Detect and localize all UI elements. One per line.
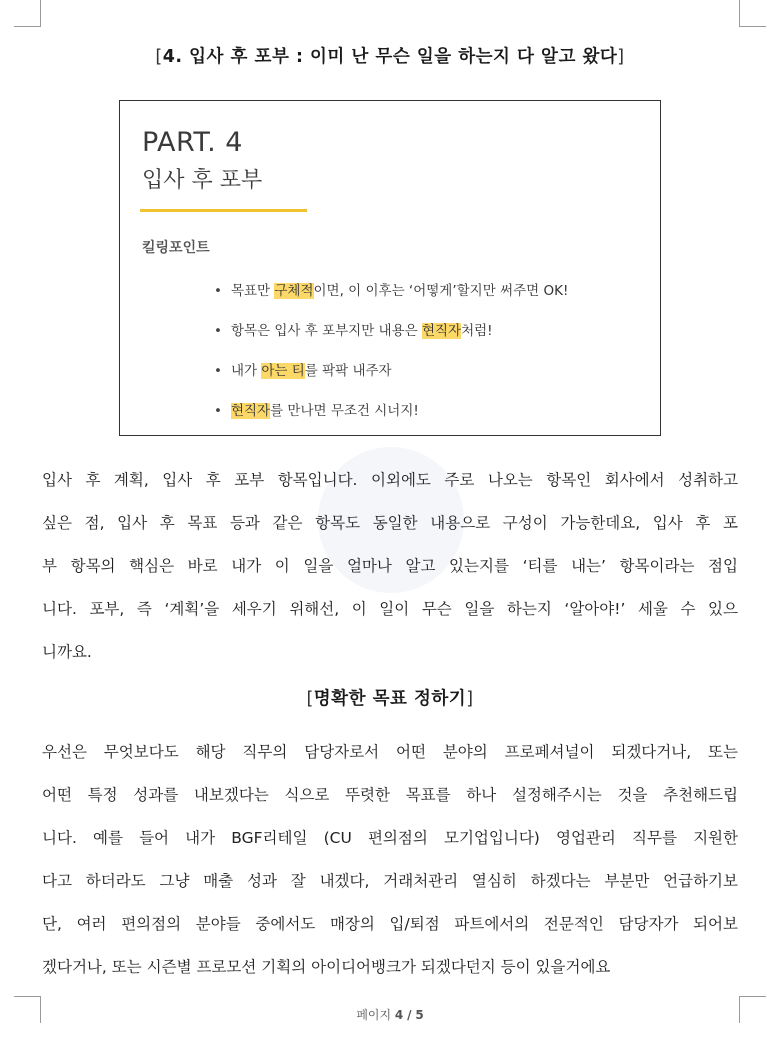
slide-bullet (214, 399, 568, 439)
bullet-text: 항목은 입사 후 포부지만 내용은 (230, 323, 422, 339)
paragraph-line: 다고 하더라도 그냥 매출 성과 잘 내겠다, 거래처관리 열심히 하겠다는 부분만 언급하기보 (42, 872, 738, 890)
paragraph-line: 부 항목의 핵심은 바로 내가 이 일을 얼마나 알고 있는지를 ‘티를 내는’ 항목이라는 점입 (42, 557, 738, 575)
bullet-text: 이면, 이 이후는 ‘어떻게’할지만 써주면 OK! (313, 283, 569, 299)
bullet-text: 를 팍팍 내주자 (304, 363, 392, 379)
page-separator: / (407, 1008, 412, 1022)
slide-part-label: PART. 4 (142, 127, 243, 158)
bullet-text: 내가 (230, 363, 262, 379)
paragraph-line: 우선은 무엇보다도 해당 직무의 담당자로서 어떤 분야의 프로페셔널이 되겠다거나, 또는 (42, 743, 738, 761)
paragraph-goal (42, 737, 738, 995)
slide-bullet (214, 319, 568, 359)
bullet-text: 목표만 (230, 283, 275, 299)
paragraph-line: 입사 후 계획, 입사 후 포부 항목입니다. 이외에도 주로 나오는 항목인 회사에서 성취하고 (42, 471, 738, 489)
bullet-highlight: 현직자 (421, 323, 462, 339)
section-heading-entry-aspiration (0, 43, 780, 68)
heading-open-bracket: [ (306, 689, 314, 709)
paragraph-line: 니다. 포부, 즉 ‘계획’을 세우기 위해선, 이 일이 무슨 일을 하는지 ‘알아야!’ 세울 수 있으 (42, 600, 738, 618)
paragraph-line: 니다. 예를 들어 내가 BGF리테일 (CU 편의점의 모기업입니다) 영업관리 직무를 지원한 (42, 829, 738, 847)
slide-bullet (214, 279, 568, 319)
paragraph-intro (42, 465, 738, 680)
heading-text: 4. 입사 후 포부 : 이미 난 무슨 일을 하는지 다 알고 왔다 (162, 47, 618, 67)
slide-image-part4 (119, 100, 661, 436)
bullet-highlight: 현직자 (230, 403, 271, 419)
page-current: 4 (394, 1008, 404, 1022)
page-footer (0, 1006, 780, 1023)
slide-killing-point-label: 킬링포인트 (142, 240, 210, 256)
heading-open-bracket: [ (155, 47, 163, 67)
slide-subtitle: 입사 후 포부 (142, 168, 263, 193)
paragraph-line: 니까요. (42, 643, 92, 661)
paragraph-line: 어떤 특정 성과를 내보겠다는 식으로 뚜렷한 목표를 하나 설정해주시는 것을 추천해드립 (42, 786, 738, 804)
heading-close-bracket: ] (466, 689, 474, 709)
section-heading-clear-goal (0, 685, 780, 710)
slide-bullet-list (214, 279, 568, 439)
crop-mark-top-right (739, 0, 766, 27)
page-label: 페이지 (356, 1008, 392, 1022)
heading-text: 명확한 목표 정하기 (313, 689, 467, 709)
heading-close-bracket: ] (617, 47, 625, 67)
page-total: 5 (415, 1008, 424, 1022)
bullet-highlight: 구체적 (274, 283, 314, 299)
bullet-text: 를 만나면 무조건 시너지! (270, 403, 419, 419)
bullet-highlight: 아는 티 (261, 363, 305, 379)
paragraph-line: 싶은 점, 입사 후 목표 등과 같은 항목도 동일한 내용으로 구성이 가능한데요, 입사 후 포 (42, 514, 738, 532)
paragraph-line: 단, 여러 편의점의 분야들 중에서도 매장의 입/퇴점 파트에서의 전문적인 담당자가 되어보 (42, 915, 738, 933)
bullet-text: 처럼! (461, 323, 493, 339)
crop-mark-top-left (14, 0, 41, 27)
paragraph-line: 겠다거나, 또는 시즌별 프로모션 기획의 아이디어뱅크가 되겠다던지 등이 있을거에요 (42, 958, 611, 976)
slide-accent-rule (140, 209, 307, 212)
slide-bullet (214, 359, 568, 399)
